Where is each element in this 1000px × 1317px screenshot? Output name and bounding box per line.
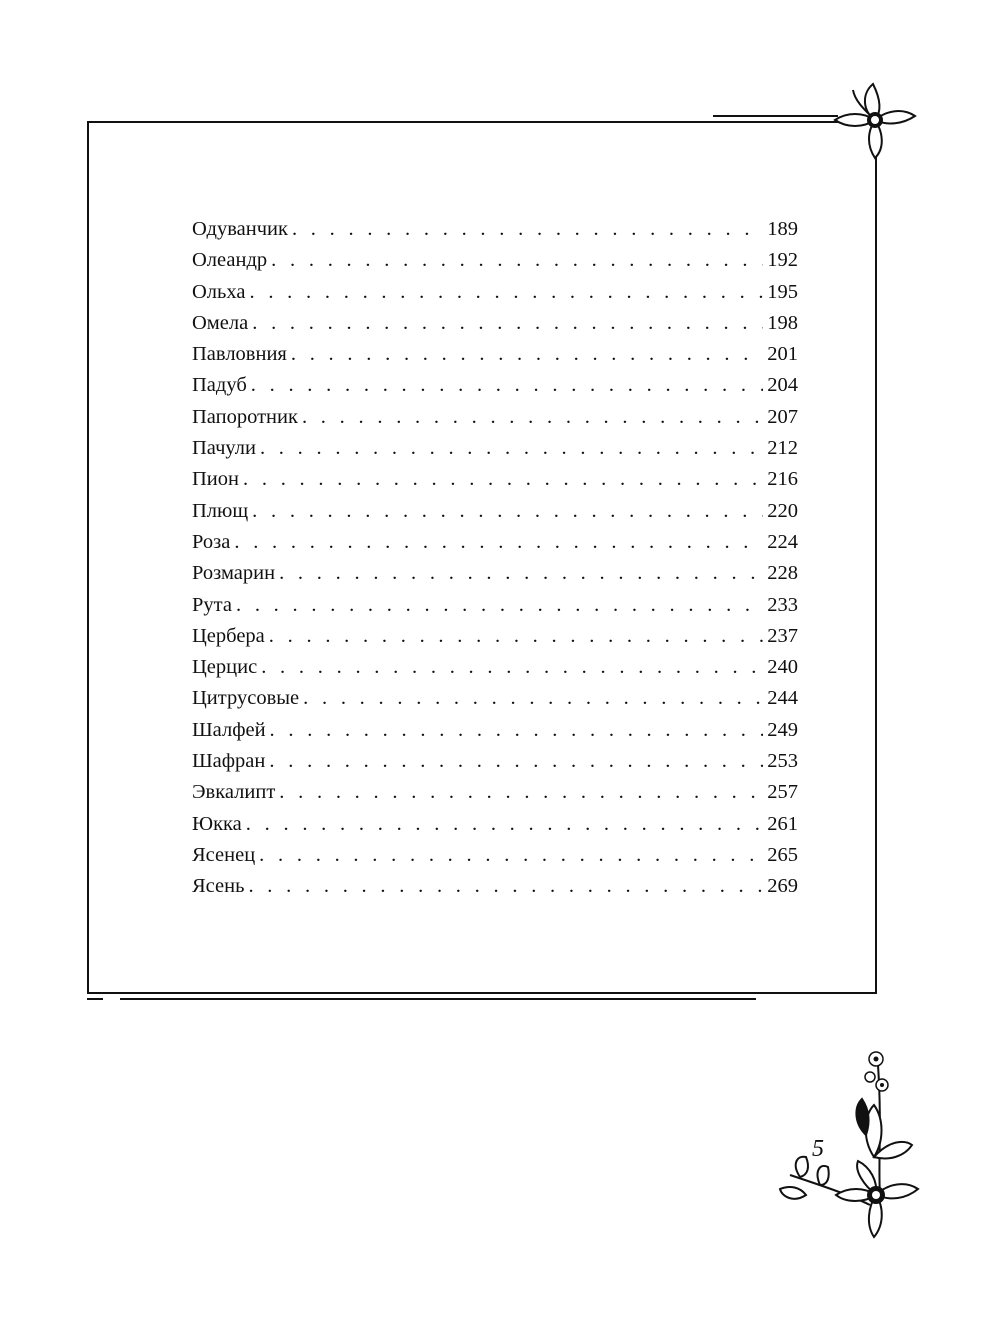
toc-dot-leader bbox=[243, 464, 763, 495]
toc-entry-page: 204 bbox=[767, 374, 798, 397]
toc-dot-leader bbox=[246, 809, 763, 840]
toc-entry-title: Шафран bbox=[192, 750, 266, 773]
toc-entry-title: Пион bbox=[192, 468, 239, 491]
toc-entry bbox=[192, 308, 798, 339]
toc-entry-page: 257 bbox=[767, 781, 798, 804]
toc-entry bbox=[192, 746, 798, 777]
toc-entry-title: Рута bbox=[192, 593, 232, 616]
toc-dot-leader bbox=[251, 370, 764, 401]
toc-dot-leader bbox=[279, 777, 763, 808]
toc-entry-page: 233 bbox=[767, 593, 798, 616]
toc-entry-title: Розмарин bbox=[192, 562, 276, 585]
toc-entry-title: Ольха bbox=[192, 280, 246, 303]
top-frame-line bbox=[713, 115, 838, 117]
toc-entry-title: Эвкалипт bbox=[192, 781, 276, 804]
toc-entry-title: Пачули bbox=[192, 437, 256, 460]
toc-entry-title: Ясенец bbox=[192, 843, 256, 866]
toc-dot-leader bbox=[291, 339, 763, 370]
toc-entry-page: 195 bbox=[767, 280, 798, 303]
toc-entry-page: 220 bbox=[767, 499, 798, 522]
toc-dot-leader bbox=[234, 527, 763, 558]
toc-entry-page: 201 bbox=[767, 343, 798, 366]
bottom-frame-line bbox=[120, 998, 756, 1000]
toc-entry-page: 240 bbox=[767, 656, 798, 679]
bottom-frame-dash bbox=[87, 998, 103, 1000]
toc-entry bbox=[192, 339, 798, 370]
toc-entry-page: 261 bbox=[767, 812, 798, 835]
toc-entry-title: Омела bbox=[192, 311, 249, 334]
flower-icon bbox=[833, 82, 917, 160]
toc-entry-page: 228 bbox=[767, 562, 798, 585]
toc-entry-title: Падуб bbox=[192, 374, 247, 397]
toc-entry bbox=[192, 590, 798, 621]
toc-entry-page: 212 bbox=[767, 437, 798, 460]
toc-entry bbox=[192, 277, 798, 308]
toc-entry bbox=[192, 621, 798, 652]
toc-entry bbox=[192, 715, 798, 746]
toc-entry bbox=[192, 558, 798, 589]
toc-entry-title: Церцис bbox=[192, 656, 258, 679]
toc-entry-page: 253 bbox=[767, 750, 798, 773]
toc-dot-leader bbox=[303, 683, 763, 714]
toc-dot-leader bbox=[252, 308, 763, 339]
page-number: 5 bbox=[812, 1136, 824, 1162]
toc-dot-leader bbox=[261, 652, 763, 683]
toc-entry bbox=[192, 871, 798, 902]
toc-entry-page: 216 bbox=[767, 468, 798, 491]
toc-entry-page: 237 bbox=[767, 624, 798, 647]
toc-entry bbox=[192, 245, 798, 276]
toc-dot-leader bbox=[269, 621, 763, 652]
toc-entry bbox=[192, 840, 798, 871]
toc-entry-title: Цитрусовые bbox=[192, 687, 300, 710]
toc-entry bbox=[192, 433, 798, 464]
toc-entry bbox=[192, 402, 798, 433]
toc-entry-page: 198 bbox=[767, 311, 798, 334]
toc-entry-title: Павловния bbox=[192, 343, 287, 366]
toc-entry-title: Юкка bbox=[192, 812, 242, 835]
toc-entry bbox=[192, 683, 798, 714]
toc-entry-title: Шалфей bbox=[192, 718, 266, 741]
toc-entry-title: Роза bbox=[192, 530, 231, 553]
toc-dot-leader bbox=[269, 746, 763, 777]
toc-dot-leader bbox=[249, 277, 763, 308]
toc-entry-title: Олеандр bbox=[192, 249, 268, 272]
toc-dot-leader bbox=[236, 590, 763, 621]
toc-entry bbox=[192, 777, 798, 808]
floral-bouquet-icon bbox=[770, 1045, 922, 1241]
toc-entry-page: 244 bbox=[767, 687, 798, 710]
toc-entry bbox=[192, 527, 798, 558]
toc-dot-leader bbox=[260, 433, 763, 464]
toc-dot-leader bbox=[302, 402, 763, 433]
toc-entry bbox=[192, 464, 798, 495]
toc-entry-title: Одуванчик bbox=[192, 218, 288, 240]
toc-dot-leader bbox=[279, 558, 763, 589]
table-of-contents bbox=[192, 214, 798, 903]
toc-entry-title: Папоротник bbox=[192, 405, 298, 428]
toc-entry bbox=[192, 370, 798, 401]
toc-entry-page: 192 bbox=[767, 249, 798, 272]
toc-dot-leader bbox=[252, 496, 763, 527]
toc-entry-page: 189 bbox=[767, 218, 798, 240]
toc-dot-leader bbox=[292, 214, 763, 245]
toc-entry-title: Ясень bbox=[192, 875, 245, 898]
toc-entry bbox=[192, 809, 798, 840]
toc-entry-page: 269 bbox=[767, 875, 798, 898]
toc-entry-title: Цербера bbox=[192, 624, 265, 647]
toc-dot-leader bbox=[259, 840, 763, 871]
toc-entry-page: 265 bbox=[767, 843, 798, 866]
toc-entry bbox=[192, 652, 798, 683]
toc-dot-leader bbox=[248, 871, 763, 902]
toc-entry bbox=[192, 496, 798, 527]
toc-dot-leader bbox=[270, 715, 764, 746]
toc-entry-page: 224 bbox=[767, 530, 798, 553]
toc-dot-leader bbox=[271, 245, 763, 276]
toc-entry-page: 207 bbox=[767, 405, 798, 428]
toc-entry-title: Плющ bbox=[192, 499, 249, 522]
toc-entry-page: 249 bbox=[767, 718, 798, 741]
toc-entry bbox=[192, 214, 798, 245]
